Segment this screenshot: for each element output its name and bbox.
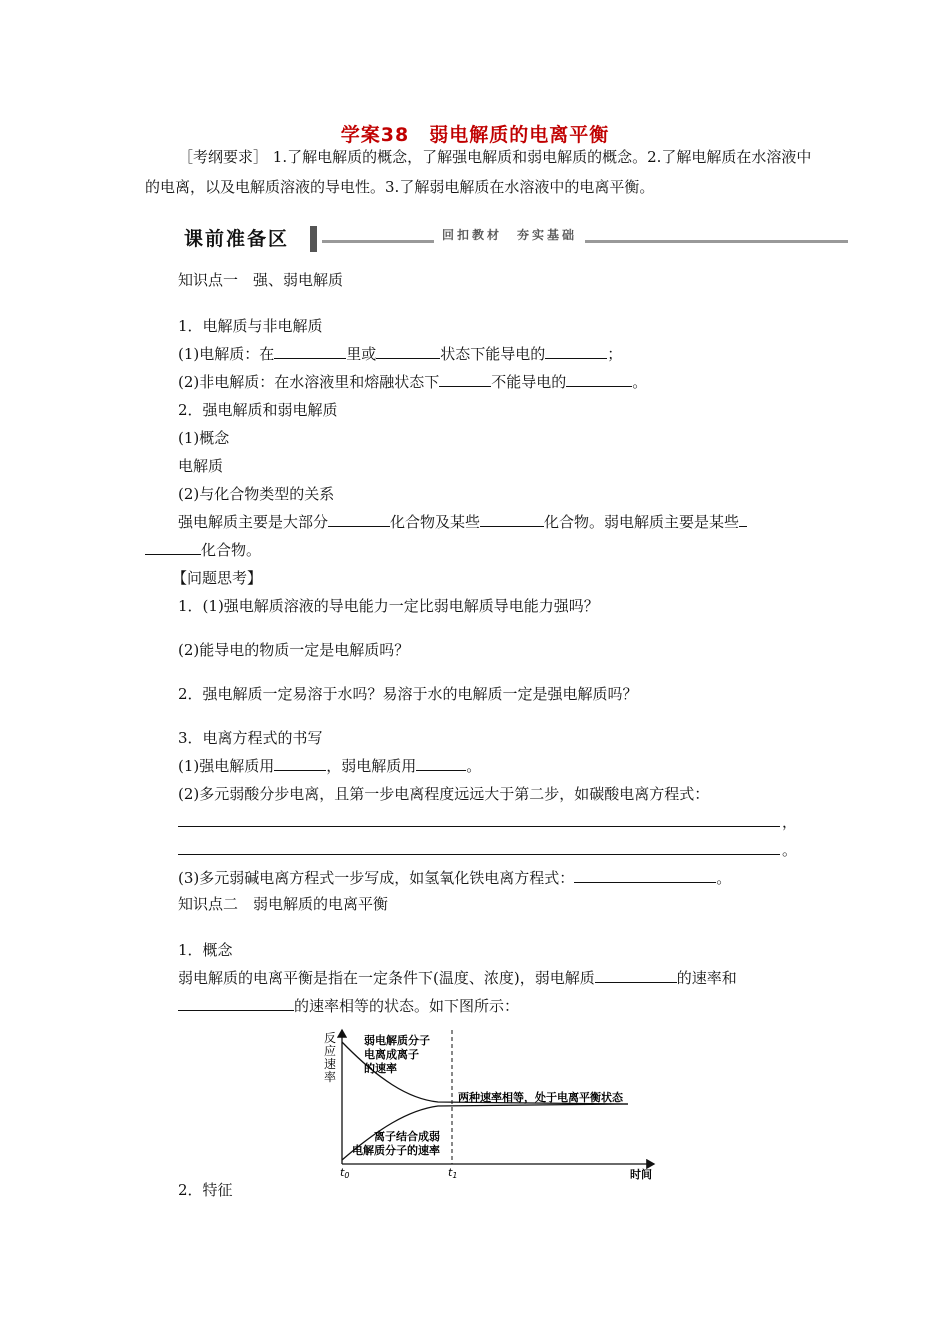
- text: 不能导电的: [491, 373, 567, 391]
- combination-label: 电解质分子的速率: [352, 1144, 440, 1157]
- text: ，弱电解质用: [326, 757, 417, 775]
- text: (1)强电解质用: [178, 757, 275, 775]
- fill-blank[interactable]: [566, 372, 632, 387]
- ionization-label: 电离成离子: [364, 1048, 419, 1061]
- banner-main: 课前准备区: [184, 228, 290, 250]
- ionization-line-1: [178, 756, 481, 776]
- equilibrium-annotation: 两种速率相等，处于电离平衡状态: [458, 1091, 623, 1104]
- fill-blank[interactable]: [274, 344, 346, 359]
- kp2-heading: 知识点二 弱电解质的电离平衡: [178, 895, 389, 913]
- question-1: 1．(1)强电解质溶液的导电能力一定比弱电解质导电能力强吗？: [178, 597, 599, 615]
- kp1-electrolyte: 电解质: [178, 457, 224, 475]
- requirements-label: ［考纲要求］: [178, 148, 269, 166]
- kp1-section-2: 2．强电解质和弱电解质: [178, 401, 338, 419]
- y-label-1: 反: [324, 1031, 337, 1045]
- ionization-label: 弱电解质分子: [364, 1034, 430, 1047]
- fill-blank[interactable]: [480, 512, 544, 527]
- kp1-section-1: 1．电解质与非电解质: [178, 317, 323, 335]
- questions-label: 【问题思考】: [172, 569, 263, 587]
- kp1-relation-2: [145, 540, 261, 560]
- comma: ，: [782, 813, 798, 831]
- ionization-line-3: [178, 868, 731, 888]
- kp1-line-1: [178, 344, 622, 364]
- kp1-relation: (2)与化合物类型的关系: [178, 485, 335, 503]
- fill-blank[interactable]: [274, 756, 326, 771]
- kp1-concept: (1)概念: [178, 429, 230, 447]
- ionization-rate-chart: [318, 1024, 662, 1182]
- text: 。: [632, 373, 648, 391]
- fill-blank[interactable]: [376, 344, 440, 359]
- page-title: 学案38 弱电解质的电离平衡: [340, 124, 610, 146]
- answer-line[interactable]: [178, 826, 780, 827]
- tick-t0: t0: [340, 1166, 350, 1180]
- ionization-section: 3．电离方程式的书写: [178, 729, 323, 747]
- y-label-3: 速: [324, 1057, 337, 1071]
- y-label-4: 率: [324, 1070, 337, 1084]
- kp2-line-2: [178, 996, 519, 1016]
- x-axis-label: 时间: [630, 1168, 652, 1181]
- fill-blank[interactable]: [574, 868, 716, 883]
- fill-blank[interactable]: [595, 968, 677, 983]
- text: (1)电解质：在: [178, 345, 275, 363]
- text: 的速率和: [676, 969, 737, 987]
- question-2: 2．强电解质一定易溶于水吗？易溶于水的电解质一定是强电解质吗？: [178, 685, 638, 703]
- text: 。: [466, 757, 482, 775]
- text: 化合物及某些: [390, 513, 481, 531]
- text: ；: [607, 345, 623, 363]
- banner-divider: [310, 226, 317, 252]
- fill-blank[interactable]: [739, 512, 747, 527]
- fill-blank[interactable]: [439, 372, 491, 387]
- fill-blank[interactable]: [145, 540, 201, 555]
- text: (3)多元弱碱电离方程式一步写成，如氢氧化铁电离方程式：: [178, 869, 575, 887]
- y-label-2: 应: [324, 1044, 337, 1058]
- kp2-section-2: 2．特征: [178, 1181, 233, 1199]
- text: 化合物。弱电解质主要是某些: [544, 513, 740, 531]
- text: 化合物。: [201, 541, 262, 559]
- text: 的速率相等的状态。如下图所示：: [294, 997, 520, 1015]
- fill-blank[interactable]: [178, 996, 294, 1011]
- text: 弱电解质的电离平衡是指在一定条件下(温度、浓度)，弱电解质: [178, 969, 595, 987]
- ionization-line-2: (2)多元弱酸分步电离，且第一步电离程度远远大于第二步，如碳酸电离方程式：: [178, 785, 710, 803]
- period: 。: [782, 841, 798, 859]
- syllabus-requirements: [145, 142, 815, 202]
- kp2-line-1: [178, 968, 737, 988]
- kp1-relation-1: [178, 512, 747, 532]
- text: 状态下能导电的: [440, 345, 546, 363]
- requirements-text: 1.了解电解质的概念，了解强电解质和弱电解质的概念。2.了解电解质在水溶液中的电离，以及电解质溶液的导电性。3.了解弱电解质在水溶液中的电离平衡。: [145, 148, 812, 196]
- banner-sub: 回扣教材 夯实基础: [434, 226, 585, 243]
- fill-blank[interactable]: [416, 756, 466, 771]
- text: (2)非电解质：在水溶液里和熔融状态下: [178, 373, 440, 391]
- kp1-line-2: [178, 372, 647, 392]
- kp1-heading: 知识点一 强、弱电解质: [178, 271, 344, 289]
- kp2-section-1: 1．概念: [178, 941, 233, 959]
- tick-t1: t1: [448, 1166, 458, 1180]
- question-1b: (2)能导电的物质一定是电解质吗？: [178, 641, 410, 659]
- ionization-label: 的速率: [364, 1062, 397, 1075]
- fill-blank[interactable]: [328, 512, 390, 527]
- combination-label: 离子结合成弱: [374, 1130, 440, 1143]
- answer-line[interactable]: [178, 854, 780, 855]
- text: 。: [716, 869, 732, 887]
- text: 强电解质主要是大部分: [178, 513, 329, 531]
- section-banner: [176, 224, 848, 254]
- fill-blank[interactable]: [545, 344, 607, 359]
- text: 里或: [346, 345, 377, 363]
